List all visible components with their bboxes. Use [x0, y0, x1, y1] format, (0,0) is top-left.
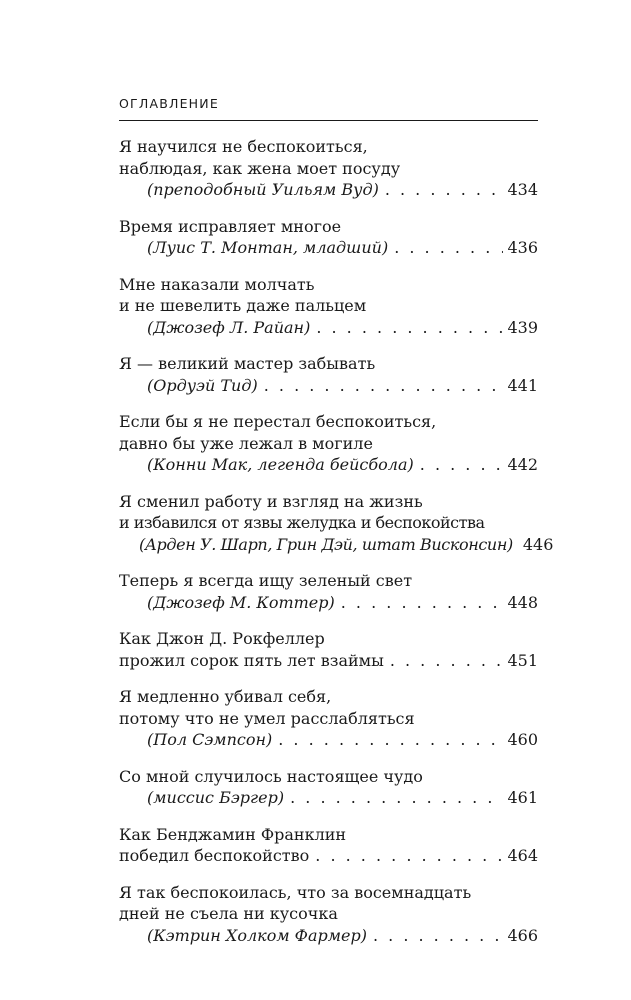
toc-entry[interactable] — [119, 882, 538, 947]
page-number: 434 — [507, 180, 538, 199]
page-number: 441 — [507, 375, 538, 395]
dot-leader — [290, 787, 503, 809]
entry-leader-line — [119, 787, 538, 809]
page-title: ОГЛАВЛЕНИЕ — [119, 96, 538, 121]
page-number: 461 — [507, 788, 538, 807]
entry-title-line: Я сменил работу и взгляд на жизнь — [119, 491, 423, 511]
entry-title-line: Теперь я всегда ищу зеленый свет — [119, 571, 413, 590]
entry-title-line: Как Джон Д. Рокфеллер — [119, 629, 325, 648]
toc-entry[interactable] — [119, 216, 538, 259]
page-number: 448 — [507, 592, 538, 612]
page-number: 466 — [507, 925, 538, 945]
entry-title-line: прожил сорок пять лет взаймы — [119, 650, 384, 670]
entry-leader-line — [119, 179, 538, 201]
dot-leader — [278, 729, 503, 751]
dot-leader — [315, 845, 503, 867]
entry-title-line: победил беспокойство — [119, 846, 310, 865]
entry-title-line: Я — великий мастер забывать — [119, 354, 376, 373]
entry-title-line: и избавился от язвы желудка и беспокойства — [119, 513, 485, 532]
toc-entry[interactable] — [119, 686, 538, 751]
dot-leader — [385, 179, 504, 201]
toc-entry[interactable] — [119, 491, 554, 556]
entry-leader-line — [119, 650, 538, 672]
toc-entry[interactable] — [119, 766, 538, 809]
entry-author: (Арден У. Шарп, Грин Дэй, штат Висконсин) — [139, 534, 513, 554]
page-number: 446 — [522, 534, 554, 554]
entry-author: (Джозеф Л. Райан) — [147, 317, 311, 337]
dot-leader — [316, 317, 503, 339]
toc-entry[interactable] — [119, 274, 538, 339]
entry-leader-line — [119, 317, 538, 339]
entry-title-line: потому что не умел расслабляться — [119, 708, 415, 728]
toc-entry[interactable] — [119, 136, 538, 201]
entry-title-line: и не шевелить даже пальцем — [119, 296, 367, 315]
entry-author: (Пол Сэмпсон) — [147, 730, 273, 749]
entry-leader-line — [119, 534, 554, 556]
toc-entry[interactable] — [119, 628, 538, 671]
entry-author: (Ордуэй Тид) — [147, 375, 258, 395]
entry-author: (Луис Т. Монтан, младший) — [147, 238, 389, 257]
entry-title-line: дней не съела ни кусочка — [119, 904, 338, 923]
page-number: 460 — [507, 730, 538, 749]
dot-leader — [420, 454, 504, 476]
page-number: 442 — [507, 455, 538, 474]
entry-author: (Конни Мак, легенда бейсбола) — [147, 455, 414, 474]
entry-title-line: Если бы я не перестал беспокоиться, — [119, 412, 437, 431]
entry-author: (преподобный Уильям Вуд) — [147, 180, 379, 199]
toc-entry[interactable] — [119, 411, 538, 476]
entry-title-line: Мне наказали молчать — [119, 274, 315, 294]
entry-leader-line — [119, 845, 538, 867]
entry-title-line: наблюдая, как жена моет посуду — [119, 158, 401, 178]
dot-leader — [373, 925, 503, 947]
entry-title-line: Я научился не беспокоиться, — [119, 137, 368, 156]
toc-entry[interactable] — [119, 824, 538, 867]
entry-author: (миссис Бэргер) — [147, 788, 285, 807]
entry-leader-line — [119, 454, 538, 476]
dot-leader — [394, 237, 503, 259]
entry-title-line: Я так беспокоилась, что за восемнадцать — [119, 882, 472, 902]
page-number: 439 — [507, 317, 538, 337]
toc-entry[interactable] — [119, 353, 538, 396]
entry-leader-line — [119, 237, 538, 259]
entry-title-line: Я медленно убивал себя, — [119, 687, 332, 706]
entry-title-line: Со мной случилось настоящее чудо — [119, 766, 423, 786]
entry-leader-line — [119, 729, 538, 751]
entry-author: (Кэтрин Холком Фармер) — [147, 925, 367, 945]
toc-entry[interactable] — [119, 570, 538, 613]
entry-leader-line — [119, 925, 538, 947]
entry-leader-line — [119, 375, 538, 397]
entry-title-line: Как Бенджамин Франклин — [119, 824, 347, 844]
page-number: 464 — [507, 846, 538, 865]
entry-title-line: давно бы уже лежал в могиле — [119, 433, 373, 453]
entry-title-line: Время исправляет многое — [119, 216, 342, 236]
dot-leader — [264, 375, 504, 397]
entry-leader-line — [119, 592, 538, 614]
entry-author: (Джозеф М. Коттер) — [147, 592, 335, 612]
page-number: 436 — [507, 238, 538, 257]
dot-leader — [341, 592, 504, 614]
page-number: 451 — [507, 650, 538, 670]
dot-leader — [390, 650, 504, 672]
